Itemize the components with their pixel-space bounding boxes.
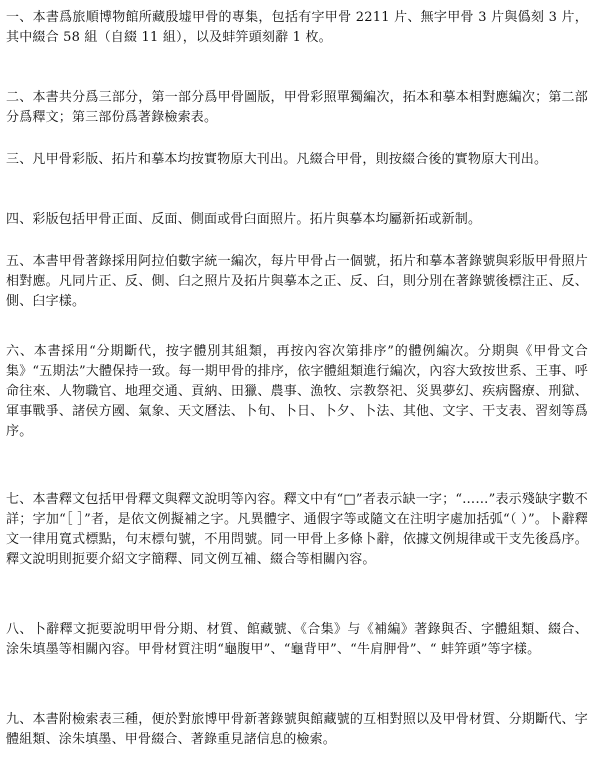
paragraph-4: 四、彩版包括甲骨正面、反面、側面或骨臼面照片。拓片與摹本均屬新拓或新制。	[6, 212, 482, 227]
paragraph-2: 二、本書共分爲三部分，第一部分爲甲骨圖版，甲骨彩照單獨編次，拓本和摹本相對應編次；第二部分爲釋文；第三部份爲著錄檢索表。	[6, 90, 588, 125]
paragraph-5: 五、本書甲骨著錄採用阿拉伯數字統一編次，每片甲骨占一個號，拓片和摹本著錄號與彩版甲骨照片相對應。凡同片正、反、側、臼之照片及拓片與摹本之正、反、臼，則分別在著錄號後標注正、反、側、臼字樣。	[6, 254, 588, 309]
paragraph-3: 三、凡甲骨彩版、拓片和摹本均按實物原大刊出。凡綴合甲骨，則按綴合後的實物原大刊出。	[6, 152, 548, 167]
paragraph-1: 一、本書爲旅順博物館所藏殷墟甲骨的專集，包括有字甲骨 2211 片、無字甲骨 3 片與僞刻 3 片，其中綴合 58 組（自綴 11 組），以及蚌笄頭刻辭 1 枚。	[6, 10, 588, 45]
paragraph-6: 六、本書採用“分期斷代，按字體別其組類，再按內容次第排序”的體例編次。分期與《甲骨文合集》“五期法”大體保持一致。每一期甲骨的排序，依字體組類進行編次，內容大致按世系、王事、呼命往來、人物職官、地理交通、貢納、田獵、農事、漁牧、宗教祭祀、災異夢幻、疾病醫療、刑獄、軍事戰爭、諸侯方國、氣象、天文曆法、卜旬、卜日、卜夕、卜法、其他、文字、干支表、習刻等爲序。	[6, 344, 588, 439]
paragraph-9: 九、本書附檢索表三種，便於對旅博甲骨新著錄號與館藏號的互相對照以及甲骨材質、分期斷代、字體組類、涂朱填墨、甲骨綴合、著錄重見諸信息的檢索。	[6, 712, 588, 747]
paragraph-8: 八、卜辭釋文扼要說明甲骨分期、材質、館藏號、《合集》与《補編》著錄與否、字體組類、綴合、涂朱填墨等相關內容。甲骨材質注明“龜腹甲”、“龜背甲”、“牛肩胛骨”、“ 蚌笄頭”等字樣。	[6, 622, 588, 657]
paragraph-7: 七、本書釋文包括甲骨釋文與釋文說明等內容。釋文中有“□”者表示缺一字；“……”表示殘缺字數不詳；字加“［ ］”者，是依文例擬補之字。凡異體字、通假字等或隨文在注明字處加括弧“（ ）”。卜辭釋文一律用寬式標點，句末標句號，不用問號。同一甲骨上多條卜辭，依據文例規律或干支先後爲序。釋文說明則扼要介紹文字簡釋、同文例互補、綴合等相關內容。	[6, 492, 588, 567]
